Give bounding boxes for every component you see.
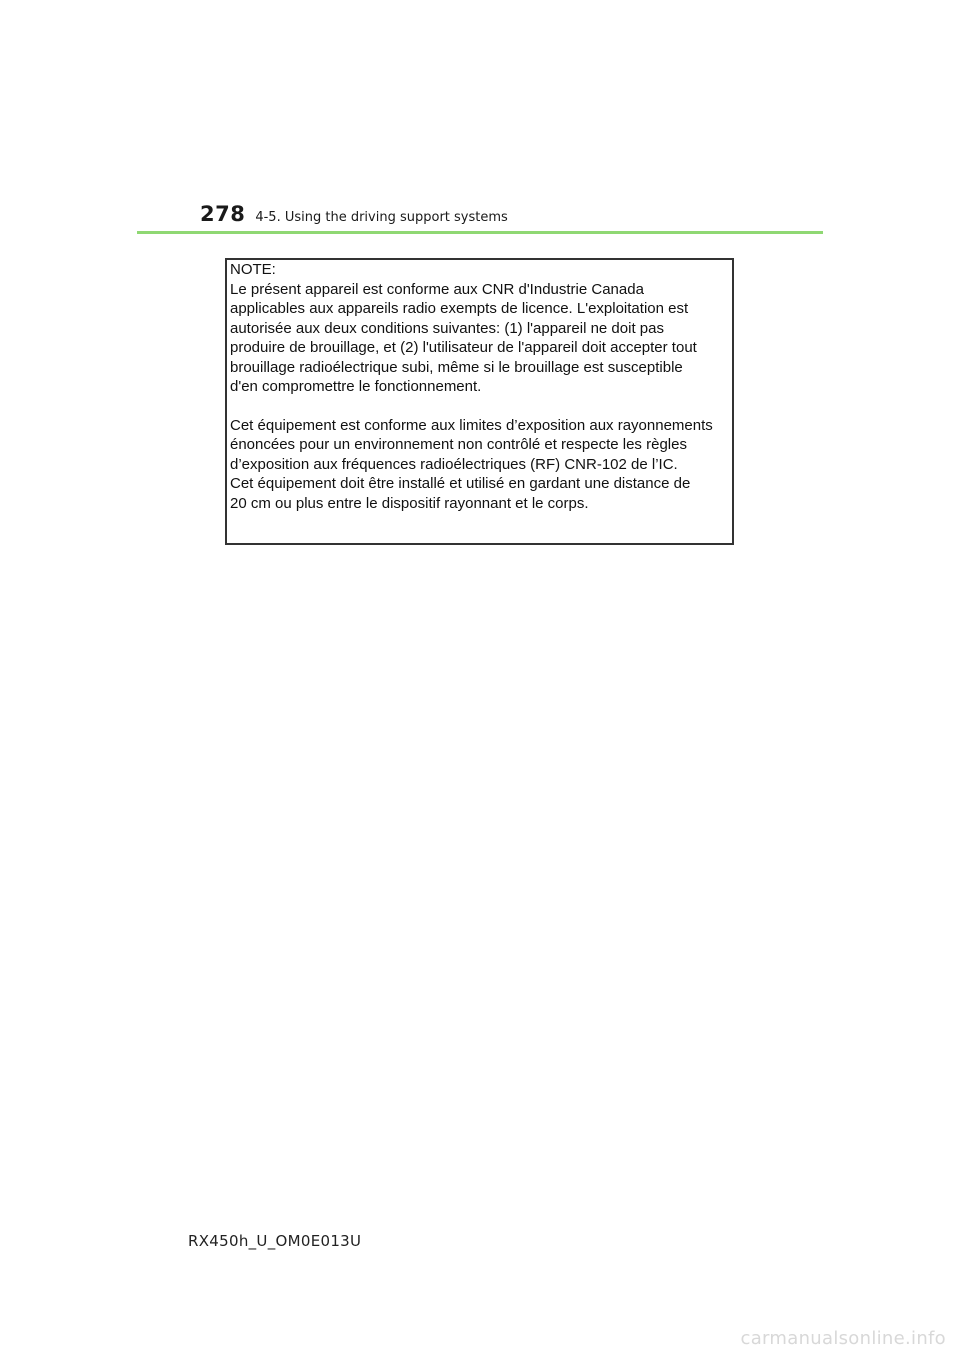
- page-number: 278: [200, 202, 246, 226]
- note-line: énoncées pour un environnement non contrôlé et respecte les règles: [230, 436, 687, 453]
- note-line: produire de brouillage, et (2) l'utilisateur de l'appareil doit accepter tout: [230, 339, 697, 356]
- note-line: NOTE:: [230, 261, 276, 278]
- note-line: brouillage radioélectrique subi, même si le brouillage est susceptible: [230, 358, 683, 376]
- note-line: d'en compromettre le fonctionnement.: [230, 378, 482, 395]
- note-line: 20 cm ou plus entre le dispositif rayonnant et le corps.: [230, 494, 589, 512]
- note-line: Cet équipement est conforme aux limites d’exposition aux rayonnements: [230, 416, 713, 434]
- manual-code: RX450h_U_OM0E013U: [188, 1232, 362, 1250]
- header-rule: [137, 231, 823, 234]
- note-line: Le présent appareil est conforme aux CNR d'Industrie Canada: [230, 280, 644, 298]
- page-header: [200, 202, 508, 232]
- note-paragraph-exposure: [230, 416, 732, 514]
- note-line: autorisée aux deux conditions suivantes: (1) l'appareil ne doit pas: [230, 319, 664, 337]
- watermark: carmanualsonline.info: [740, 1328, 946, 1349]
- note-line: d’exposition aux fréquences radioélectriques (RF) CNR-102 de l’IC.: [230, 455, 678, 473]
- section-title: 4-5. Using the driving support systems: [255, 210, 508, 225]
- note-paragraph-regulatory: [230, 260, 732, 397]
- note-line: applicables aux appareils radio exempts de licence. L'exploitation est: [230, 300, 689, 317]
- note-box: [225, 258, 734, 545]
- note-line: Cet équipement doit être installé et utilisé en gardant une distance de: [230, 475, 691, 492]
